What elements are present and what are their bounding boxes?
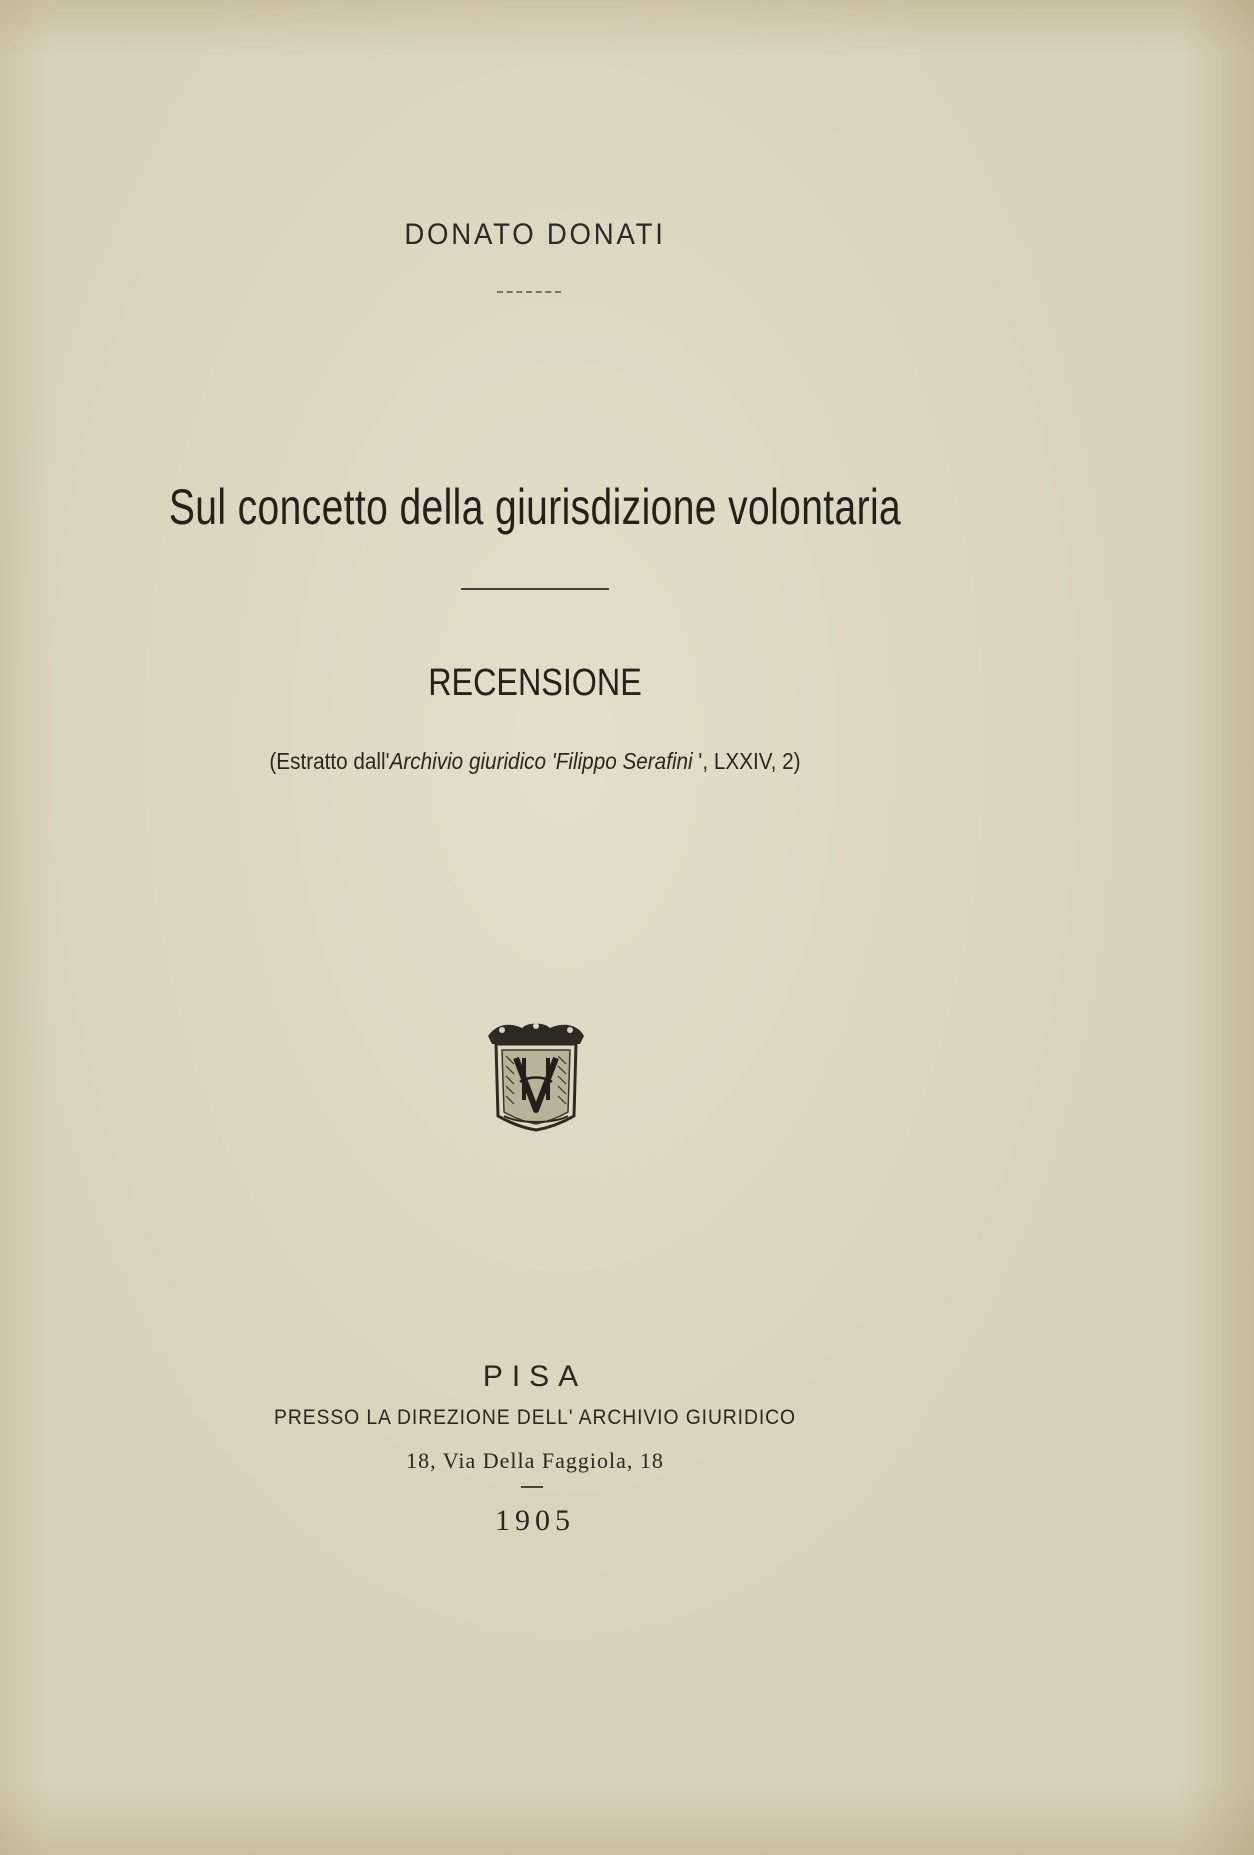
imprint-address: 18, Via Della Faggiola, 18 (406, 1448, 664, 1473)
imprint-divider (521, 1486, 543, 1488)
extract-quote-open: ' (546, 748, 556, 774)
imprint-year: 1905 (495, 1504, 575, 1537)
work-subtitle: RECENSIONE (428, 662, 642, 704)
title-divider (461, 588, 609, 590)
extract-journal: Archivio giuridico (389, 748, 547, 774)
author-divider (497, 291, 561, 293)
work-title: Sul concetto della giurisdizione volontaria (168, 479, 902, 535)
printer-mark-emblem-icon (482, 1020, 590, 1132)
extract-note (54, 748, 1017, 775)
extract-honoree: Filippo Serafini (555, 748, 693, 774)
imprint-place: PISA (482, 1360, 588, 1393)
extract-prefix: (Estratto dall' (269, 748, 390, 774)
extract-suffix: ', LXXIV, 2) (692, 748, 801, 774)
imprint-publisher: PRESSO LA DIREZIONE DELL' ARCHIVIO GIURIDICO (274, 1406, 796, 1429)
author-name: DONATO DONATI (404, 218, 666, 251)
